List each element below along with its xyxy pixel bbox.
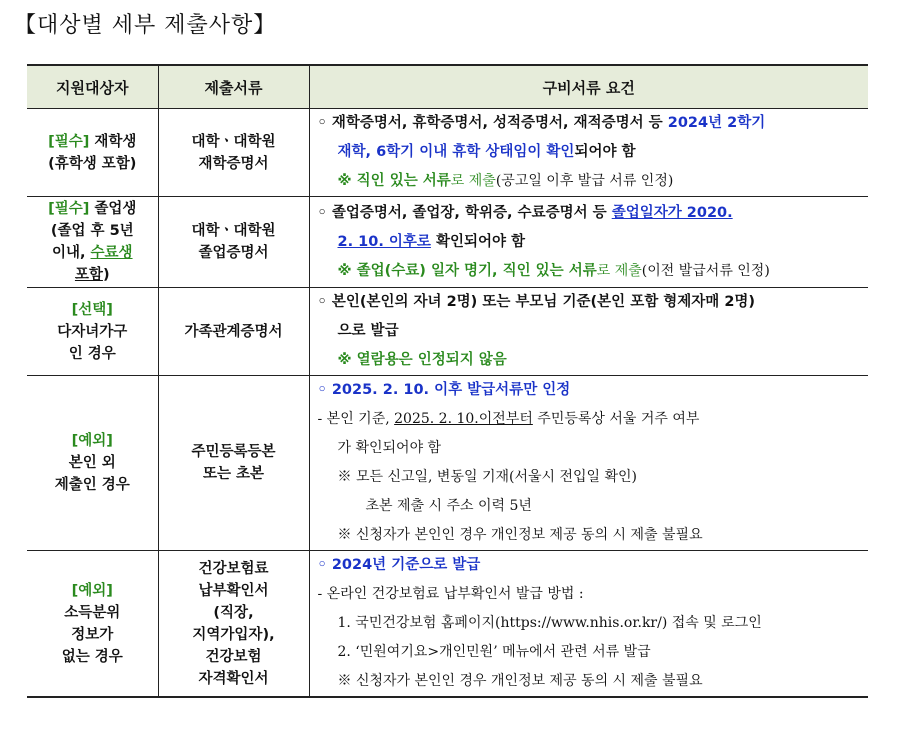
requirement-line: ◦ 졸업증명서, 졸업장, 학위증, 수료증명서 등 졸업일자가 2020. [317, 204, 733, 221]
target-label: (졸업 후 5년 [50, 223, 134, 239]
document-label: 건강보험료 [198, 560, 269, 577]
header-requirements: 구비서류 요건 [309, 65, 868, 109]
requirement-line: ◦ 재학증명서, 휴학증명서, 성적증명서, 재적증명서 등 2024년 2학기 [317, 115, 766, 131]
table-row [27, 288, 868, 376]
requirement-line: - 온라인 건강보험료 납부확인서 발급 방법 : [317, 586, 584, 602]
requirement-cell [309, 376, 868, 551]
document-label: 대학ㆍ대학원 [191, 133, 276, 150]
requirement-note: ※ 열람용은 인정되지 않음 [337, 352, 507, 368]
document-label: 건강보험 [205, 648, 262, 665]
target-cell [27, 109, 158, 197]
table-header-row [27, 65, 868, 109]
target-cell [27, 376, 158, 551]
document-label: 또는 초본 [202, 466, 265, 482]
table-row [27, 376, 868, 551]
requirement-note: ※ 신청자가 본인인 경우 개인정보 제공 동의 시 제출 불필요 [337, 673, 703, 689]
requirement-cell [309, 197, 868, 288]
document-cell [158, 288, 309, 376]
target-cell: [필수] 졸업생 (졸업 후 5년 이내, 수료생 포함) [27, 197, 158, 288]
document-label: 가족관계증명서 [184, 323, 283, 340]
document-label: 대학ㆍ대학원 [191, 223, 276, 239]
target-label-highlight: 포함 [74, 267, 103, 283]
table-row [27, 197, 868, 288]
target-cell [27, 288, 158, 376]
target-tag: [예외] [71, 582, 113, 599]
target-label: 졸업생 [94, 201, 137, 217]
target-tag: [필수] [48, 133, 90, 150]
requirement-line: 1. 국민건강보험 홈페이지(https://www.nhis.or.kr/) 접속 및 로그인 [337, 615, 762, 631]
target-label: 다자녀가구 [57, 323, 128, 340]
requirement-line: 2. 10. 이후로 확인되어야 함 [337, 233, 526, 250]
target-cell [27, 551, 158, 698]
target-label: 이내, [51, 245, 91, 261]
requirement-cell [309, 109, 868, 197]
header-target: 지원대상자 [27, 65, 158, 109]
document-cell [158, 551, 309, 698]
requirement-line: 2. ‘민원여기요>개인민원’ 메뉴에서 관련 서류 발급 [337, 644, 651, 660]
table-row [27, 551, 868, 698]
document-label: (직장, [213, 604, 254, 621]
requirement-cell [309, 551, 868, 698]
document-cell [158, 109, 309, 197]
target-tag: [선택] [71, 301, 113, 318]
requirement-line: 으로 발급 [337, 323, 399, 339]
document-label: 재학증명서 [198, 155, 269, 172]
target-label: 정보가 [71, 626, 114, 643]
document-cell [158, 376, 309, 551]
document-label: 자격확인서 [198, 670, 269, 687]
target-label-highlight: 수료생 [90, 245, 133, 261]
submission-table [27, 64, 868, 698]
document-cell [158, 197, 309, 288]
target-label: 재학생 [94, 133, 137, 150]
requirement-line: 재학, 6학기 이내 휴학 상태임이 확인되어야 함 [337, 144, 636, 160]
document-label: 납부확인서 [198, 582, 269, 599]
target-label: 없는 경우 [61, 648, 123, 665]
target-label: 제출인 경우 [54, 477, 130, 493]
document-label: 지역가입자), [192, 626, 275, 643]
table-row [27, 109, 868, 197]
requirement-cell [309, 288, 868, 376]
requirement-note: ※ 직인 있는 서류로 제출(공고일 이후 발급 서류 인정) [337, 173, 674, 189]
target-label: (휴학생 포함) [48, 155, 137, 172]
target-tag: [예외] [71, 433, 113, 449]
requirement-line: - 본인 기준, 2025. 2. 10.이전부터 주민등록상 서울 거주 여부 [317, 411, 700, 427]
requirement-note: ※ 모든 신고일, 변동일 기재(서울시 전입일 확인) [337, 469, 638, 485]
requirement-line: ◦ 2025. 2. 10. 이후 발급서류만 인정 [317, 382, 571, 398]
requirement-line: ◦ 본인(본인의 자녀 2명) 또는 부모님 기준(본인 포함 형제자매 2명) [317, 294, 756, 310]
header-documents: 제출서류 [158, 65, 309, 109]
requirement-line: 가 확인되어야 함 [337, 440, 442, 456]
target-tag: [필수] [48, 201, 90, 217]
document-label: 주민등록등본 [191, 444, 276, 460]
requirement-line: 초본 제출 시 주소 이력 5년 [365, 498, 532, 514]
requirement-note: ※ 신청자가 본인인 경우 개인정보 제공 동의 시 제출 불필요 [337, 527, 703, 543]
target-label: 인 경우 [68, 345, 116, 362]
target-label: 본인 외 [68, 455, 116, 471]
target-label: 소득분위 [64, 604, 121, 621]
requirement-note: ※ 졸업(수료) 일자 명기, 직인 있는 서류로 제출(이전 발급서류 인정) [337, 262, 770, 279]
page-title: 【대상별 세부 제출사항】 [14, 13, 277, 38]
requirement-line: ◦ 2024년 기준으로 발급 [317, 557, 481, 573]
document-label: 졸업증명서 [198, 245, 269, 261]
